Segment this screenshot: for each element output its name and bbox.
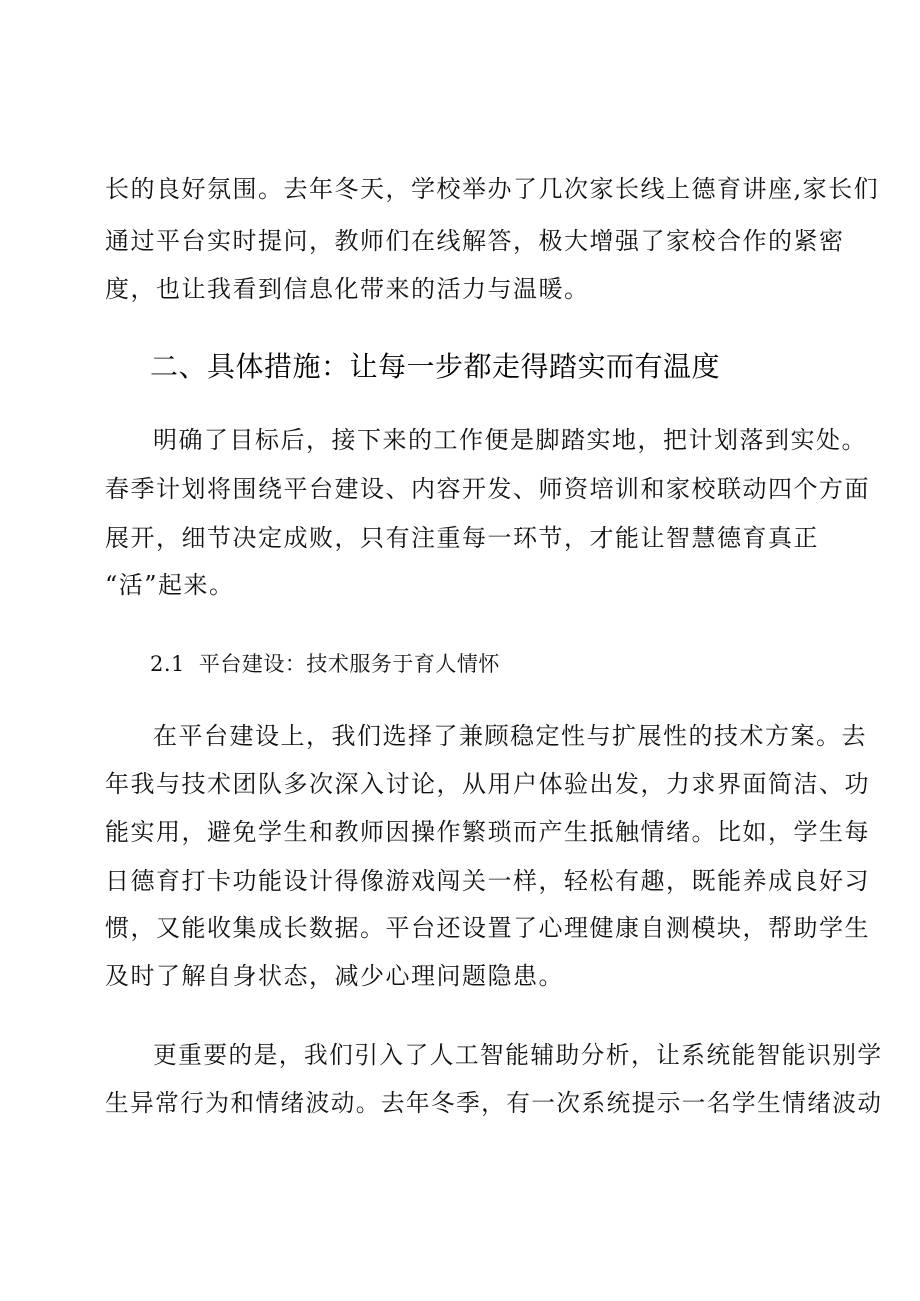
subsection-number: 2.1 bbox=[150, 652, 185, 676]
text-line: 通过平台实时提问，教师们在线解答，极大增强了家校合作的紧密 bbox=[105, 227, 845, 255]
text-line: 更重要的是，我们引入了人工智能辅助分析，让系统能智能识别学 bbox=[153, 1041, 883, 1069]
subsection-heading bbox=[150, 650, 500, 678]
text-line: 度，也让我看到信息化带来的活力与温暖。 bbox=[105, 275, 590, 303]
text-line: 生异常行为和情绪波动。去年冬季，有一次系统提示一名学生情绪波动 bbox=[105, 1089, 883, 1117]
subsection-title: 平台建设：技术服务于育人情怀 bbox=[198, 652, 500, 676]
text-line: “活”起来。 bbox=[105, 571, 235, 599]
section-heading: 二、具体措施：让每一步都走得踏实而有温度 bbox=[150, 350, 721, 383]
text-line: 年我与技术团队多次深入讨论，从用户体验出发，力求界面简洁、功 bbox=[105, 770, 870, 798]
text-line: 长的良好氛围。去年冬天，学校举办了几次家长线上德育讲座,家长们 bbox=[105, 175, 880, 203]
text-line: 惯，又能收集成长数据。平台还设置了心理健康自测模块，帮助学生 bbox=[105, 914, 870, 942]
text-line: 日德育打卡功能设计得像游戏闯关一样，轻松有趣，既能养成良好习 bbox=[105, 867, 870, 895]
text-line: 及时了解自身状态，减少心理问题隐患。 bbox=[105, 962, 564, 990]
text-line: 明确了目标后，接下来的工作便是脚踏实地，把计划落到实处。 bbox=[153, 426, 867, 454]
text-line: 展开，细节决定成败，只有注重每一环节，才能让智慧德育真正 bbox=[105, 524, 819, 552]
text-line: 春季计划将围绕平台建设、内容开发、师资培训和家校联动四个方面 bbox=[105, 475, 870, 503]
text-line: 在平台建设上，我们选择了兼顾稳定性与扩展性的技术方案。去 bbox=[153, 722, 867, 750]
text-line: 能实用，避免学生和教师因操作繁琐而产生抵触情绪。比如，学生每 bbox=[105, 818, 870, 846]
